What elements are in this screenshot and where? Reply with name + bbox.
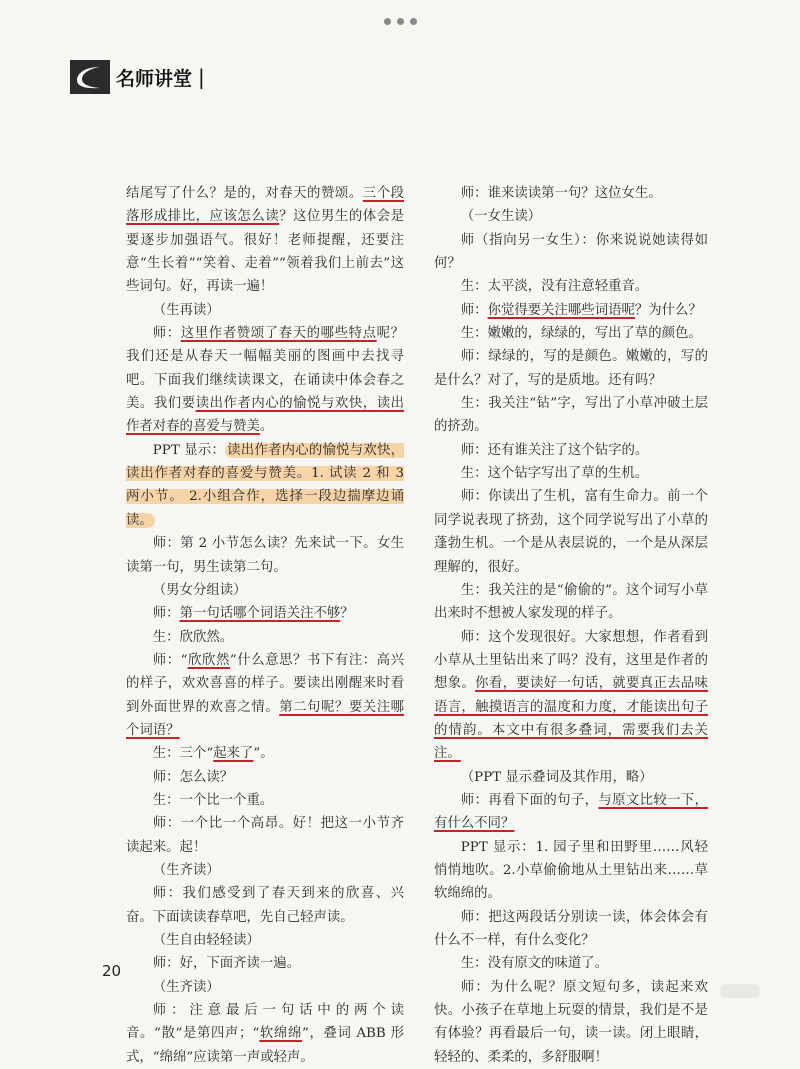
text: 呢？我们还是从春天一幅幅美丽的图画中去找寻吧。下面我们继续读课文，在诵读中体会春之美。我们要 (126, 326, 405, 412)
paragraph (434, 579, 708, 626)
text: （生自由轻轻读） (152, 933, 260, 948)
text: （生齐读） (152, 979, 220, 995)
text: 师：绿绿的，写的是颜色。嫩嫩的，写的是什么？对了，写的是质地。还有吗？ (434, 349, 708, 388)
paragraph (126, 602, 404, 625)
paragraph (434, 952, 708, 975)
text: 生：太平淡，没有注意轻重音。 (460, 279, 649, 295)
text: 师：我们感受到了春天到来的欣喜、兴奋。下面读读春草吧，先自己轻声读。 (126, 886, 404, 925)
text: ？为什么？ (634, 302, 702, 318)
text: 师：好，下面齐读一遍。 (152, 956, 301, 972)
text: 师：你读出了生机，富有生命力。前一个同学说表现了挤劲，这个同学说写出了小草的蓬勃生机。一个是从表层说的，一个是从深层理解的，很好。 (434, 489, 708, 575)
paragraph (126, 532, 404, 579)
underlined-text: 起来了 (213, 746, 254, 762)
header-separator: | (198, 65, 205, 89)
text: ？这位男生的体会是要逐步加强语气。很好！老师提醒，还要注意“生长着”“笑着、走着”“领着我们上前去”这些词句。好，再读一遍！ (126, 209, 405, 295)
text: 师：再看下面的句子， (460, 792, 599, 808)
text: 师：第 2 小节怎么读？先来试一下。女生读第一句，男生读第二句。 (126, 536, 404, 575)
text: 师（指向另一女生）：你来说说她读得如何？ (434, 232, 708, 272)
text: 生：欣欣然。 (152, 629, 234, 645)
paragraph (434, 182, 708, 205)
paragraph (434, 906, 708, 953)
underlined-text: 你觉得要关注哪些词语呢 (487, 302, 635, 318)
text: 师：注意最后一句话中的两个读音。“散”是第四声；“ (126, 1003, 404, 1042)
paragraph (126, 742, 404, 765)
brand-title: 名师讲堂 (116, 67, 193, 90)
logo-icon (70, 60, 110, 94)
more-options-icon[interactable] (0, 10, 800, 29)
text: ”，叠词 ABB 形式，“绵绵”应读第一声或轻声。 (126, 1026, 404, 1065)
page-header (70, 60, 205, 94)
text: 师： (152, 326, 181, 342)
paragraph (126, 322, 404, 439)
paragraph (434, 229, 708, 276)
highlighted-paragraph (126, 439, 404, 532)
watermark (720, 984, 760, 998)
underlined-text: 第一句话哪个词语关注不够 (179, 606, 341, 622)
text: 生：没有原文的味道了。 (460, 956, 609, 972)
text: 师：谁来读读第一句？这位女生。 (460, 186, 662, 201)
paragraph (126, 789, 404, 812)
text: PPT 显示： (152, 442, 226, 458)
paragraph (434, 392, 708, 439)
right-column (434, 182, 708, 1069)
paragraph (126, 626, 404, 649)
text: （生齐读） (152, 862, 220, 878)
text: 师：为什么呢？原文短句多，读起来欢快。小孩子在草地上玩耍的情景，我们是不是有体验？再看最后一句，读一读。闭上眼睛，轻轻的、柔柔的，多舒服啊！ (434, 979, 708, 1065)
paragraph (126, 859, 404, 882)
paragraph (434, 322, 708, 345)
text: 师： (152, 606, 180, 622)
paragraph (434, 789, 708, 836)
text: ”什么意思？书下有注：高兴的样子，欢欢喜喜的样子。要读出刚醒来时看到外面世界的欢喜之情。 (126, 652, 404, 715)
paragraph (434, 485, 708, 578)
paragraph (126, 929, 404, 952)
text: （PPT 显示叠词及其作用，略） (460, 769, 653, 785)
underlined-text: 读出作者内心的愉悦与欢快，读出作者对春的喜爱与赞美 (126, 396, 405, 435)
paragraph (126, 812, 404, 859)
paragraph (126, 976, 404, 999)
text: 师：怎么读？ (152, 769, 234, 785)
text: 生：一个比一个重。 (152, 792, 274, 808)
text: 师：还有谁关注了这个钻字的。 (460, 442, 649, 458)
paragraph (126, 579, 404, 602)
paragraph (434, 299, 708, 322)
underlined-text: 欣欣然 (187, 652, 230, 668)
underlined-text: 第二句呢？要关注哪个词语？ (126, 699, 405, 738)
text: 生：我关注的是“偷偷的”。这个词写小草出来时不想被人家发现的样子。 (434, 582, 708, 622)
underlined-text: 软绵绵 (259, 1026, 302, 1042)
paragraph (434, 462, 708, 485)
text: 师：“ (152, 652, 188, 668)
text: （男女分组读） (152, 582, 247, 598)
underlined-text: 你看，要读好一句话，就要真正去品味语言，触摸语言的温度和力度，才能读出句子的情韵。本文中有很多叠词，需要我们去关注。 (434, 676, 709, 762)
paragraph (126, 299, 404, 322)
text: 生：嫩嫩的，绿绿的，写出了草的颜色。 (460, 326, 702, 342)
text: 生：这个钻字写出了草的生机。 (460, 466, 649, 482)
text: （生再读） (152, 302, 220, 318)
text: ？ (340, 606, 354, 622)
paragraph (434, 976, 708, 1069)
text: （一女生读） (460, 209, 542, 225)
paragraph (126, 999, 404, 1069)
text: 师： (460, 302, 488, 318)
text: 师：一个比一个高昂。好！把这一小节齐读起来。起！ (126, 816, 404, 855)
text: 师：把这两段话分别读一读，体会体会有什么不一样，有什么变化？ (434, 909, 708, 948)
text: 结尾写了什么？是的，对春天的赞颂。 (126, 186, 363, 201)
text: ”。 (253, 746, 274, 762)
paragraph (126, 766, 404, 789)
page-number: 20 (102, 962, 122, 980)
text: PPT 显示：1. 园子里和田野里……风轻悄悄地吹。2.小草偷偷地从土里钻出来……草软绵绵的。 (434, 839, 708, 902)
underlined-text: 与原文比较一下，有什么不同？ (434, 792, 709, 832)
text: 生：我关注“钻”字，写出了小草冲破土层的挤劲。 (434, 396, 708, 435)
text: 生：三个“ (152, 746, 214, 762)
highlighted-text: 读出作者内心的愉悦与欢快，读出作者对春的喜爱与赞美。1. 试读 2 和 3 两小节。 2.小组合作，选择一段边揣摩边诵读。 (126, 442, 405, 528)
paragraph (434, 836, 708, 906)
underlined-text: 这里作者赞颂了春天的哪些特点 (180, 326, 377, 342)
text: 。 (259, 419, 274, 435)
paragraph (434, 275, 708, 298)
paragraph (126, 649, 404, 742)
paragraph (126, 882, 404, 929)
paragraph (126, 952, 404, 975)
text: 师：这个发现很好。大家想想，作者看到小草从土里钻出来了吗？没有，这里是作者的想象。 (434, 629, 708, 692)
paragraph (434, 205, 708, 228)
paragraph (126, 182, 404, 299)
left-column (126, 182, 404, 1069)
paragraph (434, 439, 708, 462)
paragraph (434, 766, 708, 789)
paragraph (434, 626, 708, 766)
paragraph (434, 345, 708, 392)
underlined-text: 三个段落形成排比，应该怎么读 (126, 186, 405, 225)
